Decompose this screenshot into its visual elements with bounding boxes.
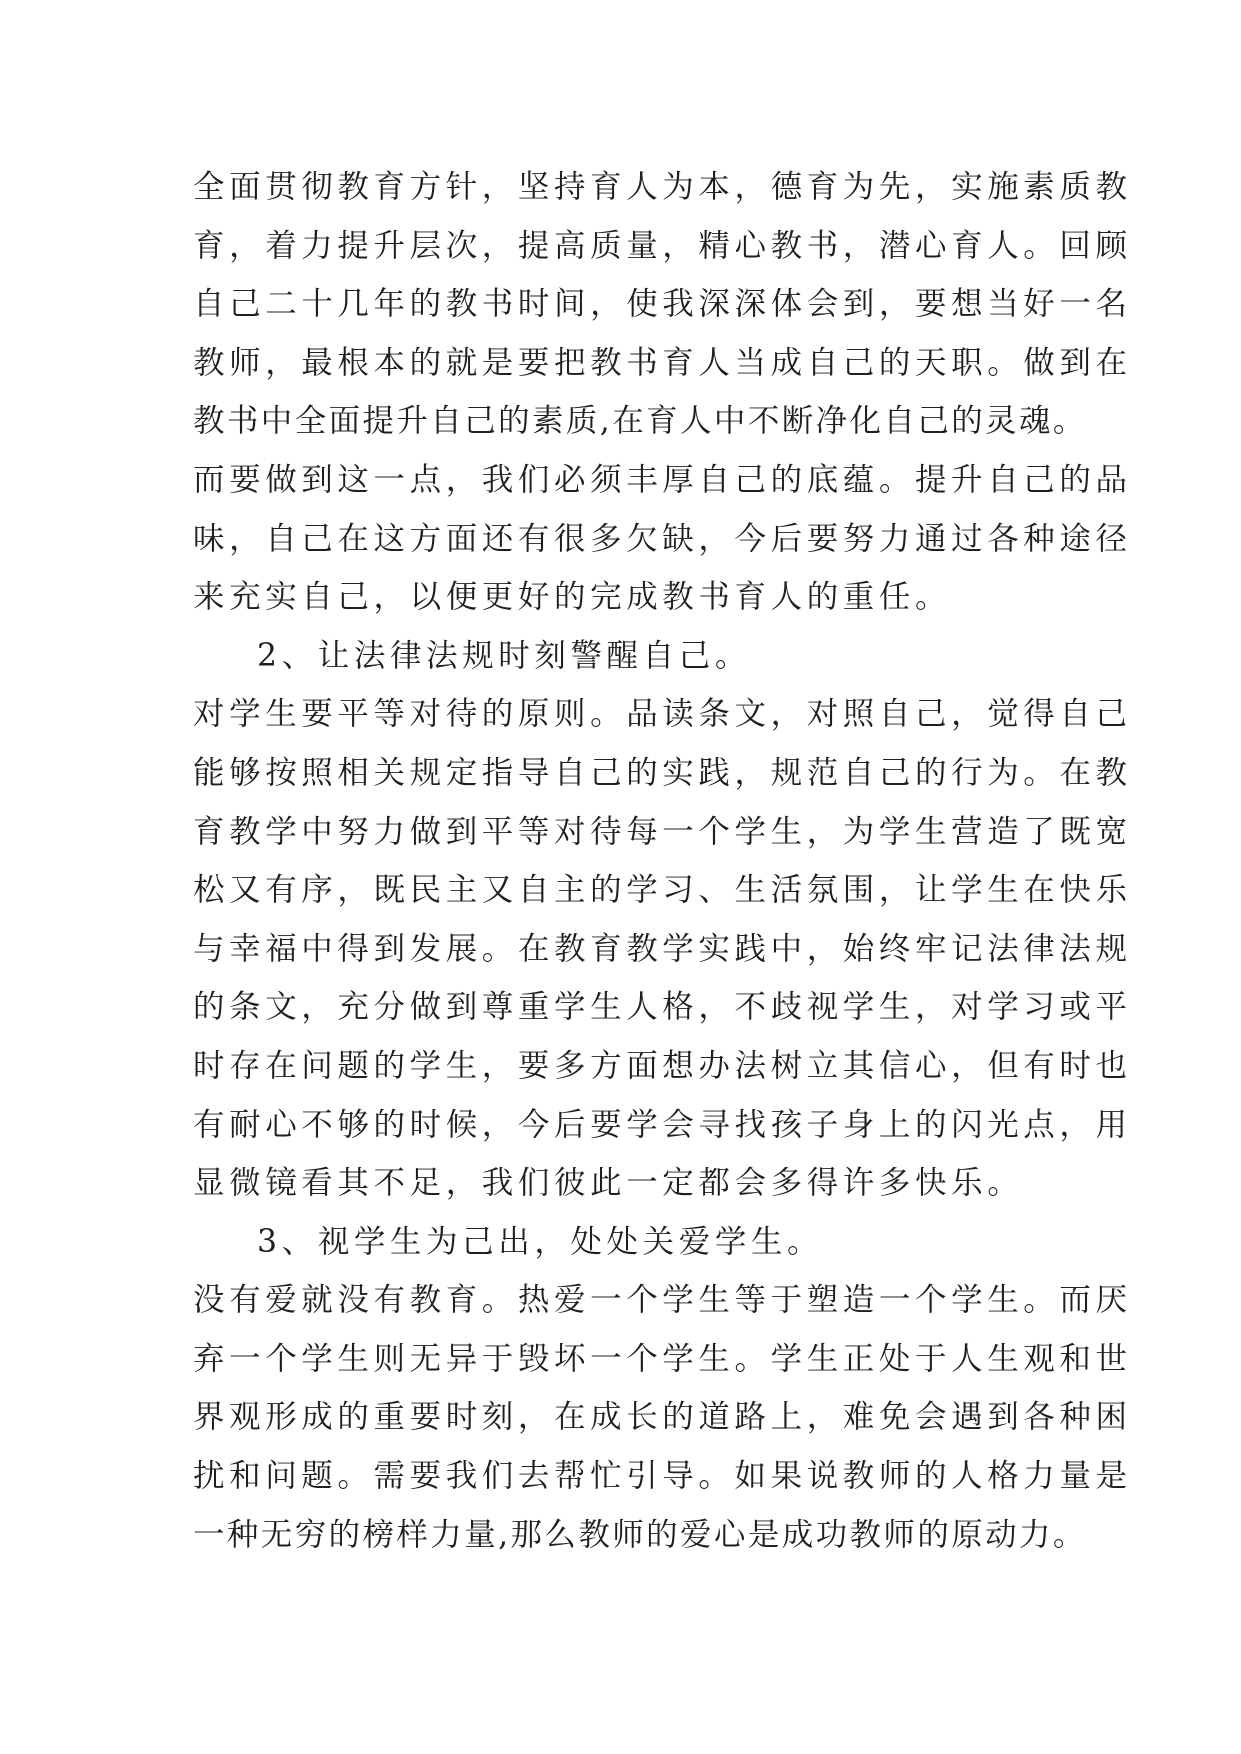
- text-line: 全面贯彻教育方针，坚持育人为本，德育为先，实施素质教: [193, 169, 1132, 205]
- text-line: 育，着力提升层次，提高质量，精心教书，潜心育人。回顾: [193, 227, 1132, 264]
- text-line: 没有爱就没有教育。热爱一个学生等于塑造一个学生。而厌: [193, 1282, 1132, 1319]
- text-line: 有耐心不够的时候，今后要学会寻找孩子身上的闪光点，用: [193, 1106, 1132, 1143]
- text-line: 界观形成的重要时刻，在成长的道路上，难免会遇到各种困: [193, 1399, 1132, 1436]
- text-line: 松又有序，既民主又自主的学习、生活氛围，让学生在快乐: [193, 872, 1132, 909]
- text-line: 教书中全面提升自己的素质,在育人中不断净化自己的灵魂。: [193, 403, 1087, 440]
- document-body: [193, 158, 1132, 1564]
- text-line: 一种无穷的榜样力量,那么教师的爱心是成功教师的原动力。: [193, 1516, 1087, 1553]
- section-heading: 2、让法律法规时刻警醒自己。: [257, 637, 751, 674]
- text-line: 时存在问题的学生，要多方面想办法树立其信心，但有时也: [193, 1047, 1132, 1084]
- text-line: 显微镜看其不足，我们彼此一定都会多得许多快乐。: [193, 1165, 1024, 1202]
- text-line: 与幸福中得到发展。在教育教学实践中，始终牢记法律法规: [193, 930, 1132, 967]
- text-line: 而要做到这一点，我们必须丰厚自己的底蕴。提升自己的品: [193, 461, 1132, 498]
- text-line: 教师，最根本的就是要把教书育人当成自己的天职。做到在: [193, 344, 1132, 381]
- text-line: 味，自己在这方面还有很多欠缺，今后要努力通过各种途径: [193, 520, 1132, 557]
- text-line: 能够按照相关规定指导自己的实践，规范自己的行为。在教: [193, 754, 1132, 791]
- text-line: 扰和问题。需要我们去帮忙引导。如果说教师的人格力量是: [193, 1458, 1132, 1495]
- section-heading: 3、视学生为己出，处处关爱学生。: [257, 1223, 824, 1260]
- text-line: 的条文，充分做到尊重学生人格，不歧视学生，对学习或平: [193, 989, 1132, 1026]
- text-line: 对学生要平等对待的原则。品读条文，对照自己，觉得自己: [193, 696, 1132, 733]
- text-line: 自己二十几年的教书时间，使我深深体会到，要想当好一名: [193, 286, 1132, 323]
- text-line: 弃一个学生则无异于毁坏一个学生。学生正处于人生观和世: [193, 1340, 1132, 1377]
- text-line: 育教学中努力做到平等对待每一个学生，为学生营造了既宽: [193, 813, 1132, 850]
- text-line: 来充实自己，以便更好的完成教书育人的重任。: [193, 579, 952, 616]
